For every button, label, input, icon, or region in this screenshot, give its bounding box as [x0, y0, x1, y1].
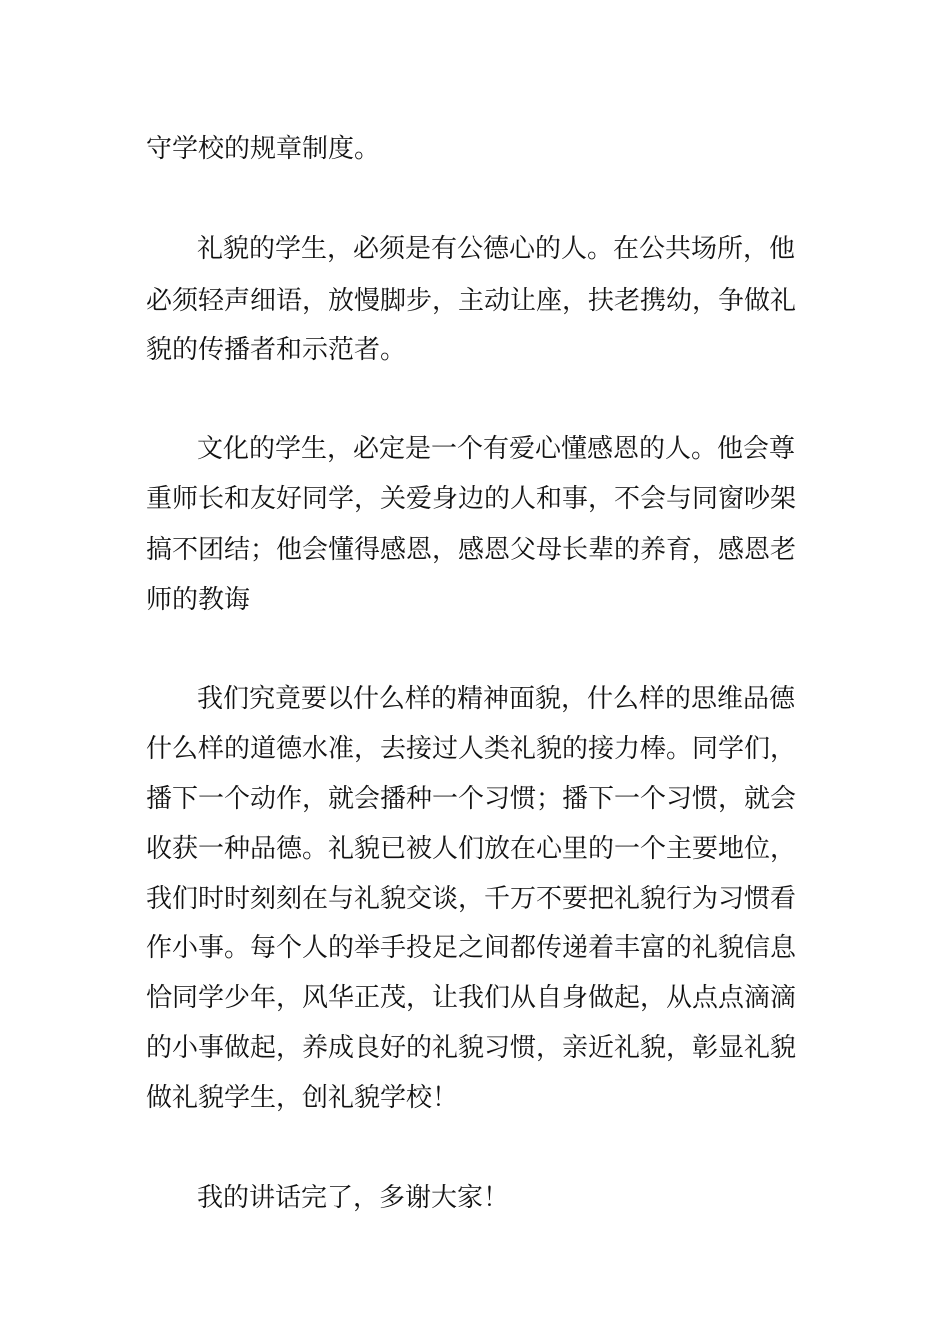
paragraph-4-line-8: 的小事做起，养成良好的礼貌习惯，亲近礼貌，彰显礼貌	[146, 1033, 797, 1063]
paragraph-5-line-1: 我的讲话完了，多谢大家！	[197, 1183, 510, 1213]
paragraph-2-line-2: 必须轻声细语，放慢脚步，主动让座，扶老携幼，争做礼	[146, 286, 797, 316]
paragraph-2-line-3: 貌的传播者和示范者。	[146, 335, 407, 365]
paragraph-4-line-1: 我们究竟要以什么样的精神面貌，什么样的思维品德	[197, 684, 796, 714]
paragraph-4-line-4: 收获一种品德。礼貌已被人们放在心里的一个主要地位，	[146, 834, 797, 864]
paragraph-4-line-3: 播下一个动作，就会播种一个习惯；播下一个习惯，就会	[146, 784, 797, 814]
paragraph-3-line-2: 重师长和友好同学，关爱身边的人和事，不会与同窗吵架	[146, 484, 797, 514]
paragraph-4-line-5: 我们时时刻刻在与礼貌交谈，千万不要把礼貌行为习惯看	[146, 884, 797, 914]
paragraph-4-line-7: 恰同学少年，风华正茂，让我们从自身做起，从点点滴滴	[146, 983, 797, 1013]
paragraph-4-line-2: 什么样的道德水准，去接过人类礼貌的接力棒。同学们，	[146, 734, 797, 764]
paragraph-3-line-1: 文化的学生，必定是一个有爱心懂感恩的人。他会尊	[197, 434, 796, 464]
paragraph-3-line-3: 搞不团结；他会懂得感恩，感恩父母长辈的养育，感恩老	[146, 535, 797, 565]
paragraph-3-line-4: 师的教诲	[146, 585, 251, 615]
paragraph-2-line-1: 礼貌的学生，必须是有公德心的人。在公共场所，他	[197, 234, 796, 264]
paragraph-4-line-9: 做礼貌学生，创礼貌学校！	[146, 1083, 459, 1113]
paragraph-4-line-6: 作小事。每个人的举手投足之间都传递着丰富的礼貌信息	[146, 933, 797, 963]
paragraph-1-line-1: 守学校的规章制度。	[146, 134, 381, 164]
